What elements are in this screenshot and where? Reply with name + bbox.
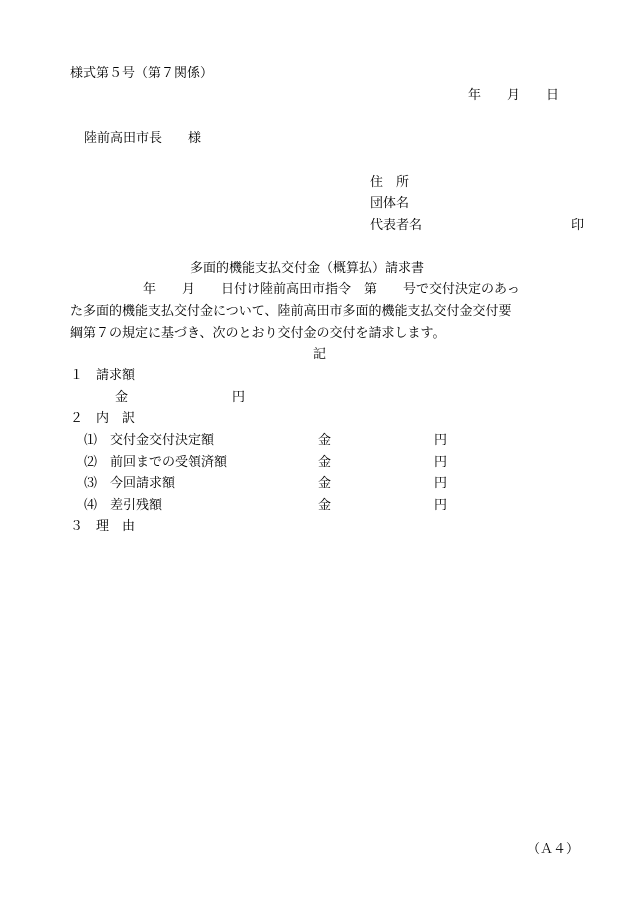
date-line: 年 月 日 [468, 88, 560, 103]
representative-label: 代表者名 [370, 218, 423, 233]
section2-item-4-label: ⑷ 差引残額 [84, 498, 163, 513]
section2-item-3-kin: 金 [318, 476, 332, 491]
section2-item-1-yen: 円 [434, 433, 448, 448]
ki-mark: 記 [313, 347, 327, 362]
section2-item-2-yen: 円 [434, 455, 448, 470]
section2-item-2-label: ⑵ 前回までの受領済額 [84, 455, 228, 470]
section1-yen: 円 [232, 390, 246, 405]
address-label: 住 所 [370, 175, 410, 190]
document-title: 多面的機能支払交付金（概算払）請求書 [190, 261, 425, 276]
section1-kin: 金 [115, 390, 129, 405]
section1-heading: １ 請求額 [70, 368, 136, 383]
section2-item-1-label: ⑴ 交付金交付決定額 [84, 433, 215, 448]
section2-heading: ２ 内 訳 [70, 411, 136, 426]
body-line-3: 綱第７の規定に基づき、次のとおり交付金の交付を請求します。 [70, 326, 446, 341]
body-line-1: 年 月 日付け陸前高田市指令 第 号で交付決定のあっ [143, 282, 520, 297]
body-line-2: た多面的機能支払交付金について、陸前高田市多面的機能支払交付金交付要 [70, 304, 512, 319]
seal-mark: 印 [571, 218, 585, 233]
section2-item-1-kin: 金 [318, 433, 332, 448]
paper-size-note: （Ａ４） [527, 842, 580, 857]
section2-item-3-yen: 円 [434, 476, 448, 491]
section3-heading: ３ 理 由 [70, 519, 136, 534]
section2-item-4-kin: 金 [318, 498, 332, 513]
section2-item-4-yen: 円 [434, 498, 448, 513]
form-number: 様式第５号（第７関係） [70, 66, 214, 81]
addressee: 陸前高田市長 様 [84, 131, 202, 146]
section2-item-2-kin: 金 [318, 455, 332, 470]
organization-label: 団体名 [370, 196, 410, 211]
section2-item-3-label: ⑶ 今回請求額 [84, 476, 176, 491]
